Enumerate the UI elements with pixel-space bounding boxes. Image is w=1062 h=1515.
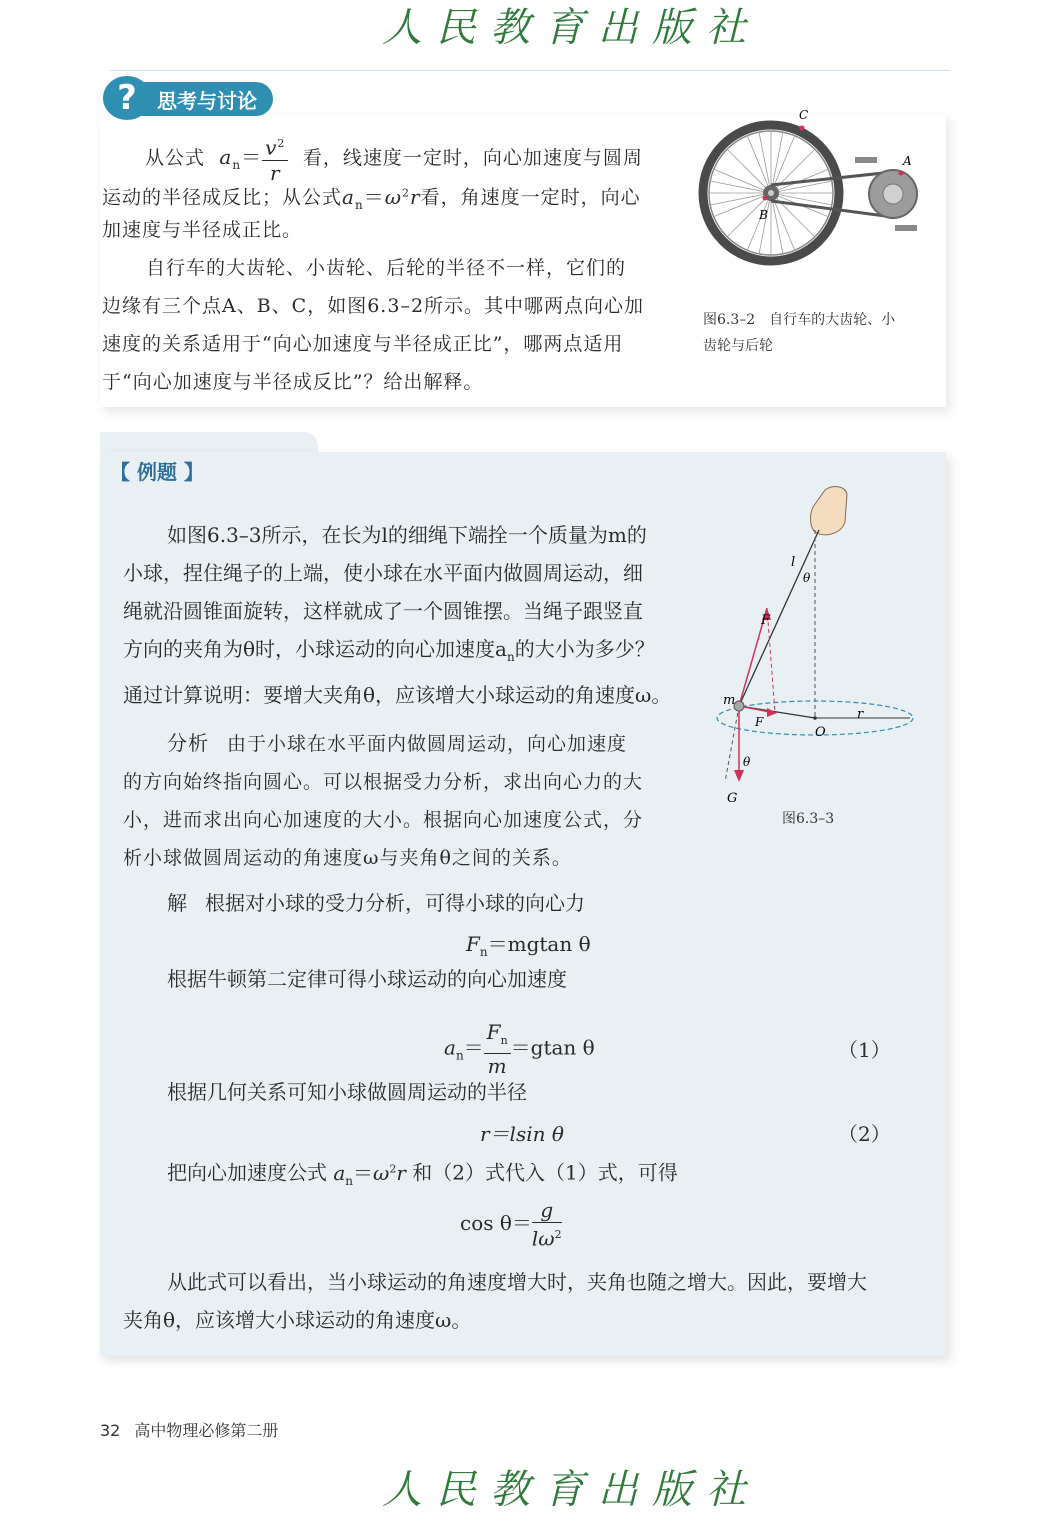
equation-1-tag: （1）: [838, 1038, 891, 1062]
label-c: C: [799, 108, 809, 122]
label-theta-top: θ: [803, 571, 811, 585]
equation-2: r＝lsin θ: [480, 1122, 564, 1146]
eq-fn-rhs: ＝mgtan θ: [487, 932, 591, 956]
problem-line-1: 如图6.3–3所示，在长为l的细绳下端拴一个质量为m的: [167, 523, 647, 547]
analysis-line-1: [123, 724, 688, 763]
force-g-arrowhead: [734, 770, 744, 782]
analysis-title: 分析: [167, 731, 209, 755]
question-icon: ?: [103, 76, 151, 120]
p1-text-b: 看，线速度一定时，向心加速度与圆周: [302, 146, 643, 169]
equation-1: $a_n=$ $\frac{F_n}{m}$ ＝gtan θ: [444, 1020, 595, 1078]
page-number: 32: [100, 1421, 121, 1440]
pedal-top: [855, 157, 877, 163]
eq1-rhs: ＝gtan θ: [510, 1035, 595, 1060]
think-discuss-tag: [103, 76, 273, 122]
equation-fn: $F_n=mgtan$ θ: [466, 932, 591, 959]
tag-label: 思考与讨论: [157, 89, 257, 113]
eq3-lhs: cos θ＝: [460, 1210, 532, 1235]
eq-fn-lhs: F: [466, 932, 480, 956]
label-theta-bottom: θ: [743, 755, 751, 769]
force-fn-arrowhead: [767, 708, 777, 717]
problem-line-5: 通过计算说明：要增大夹角θ，应该增大小球运动的角速度ω。: [123, 683, 672, 707]
conical-pendulum-figure: [705, 482, 925, 812]
figure-6-3-3-caption: 图6.3–3: [782, 811, 835, 827]
analysis-paragraph: [123, 724, 688, 877]
solution-title: 解: [167, 891, 187, 915]
string-line: [739, 530, 819, 706]
caption-line-2: 齿轮与后轮: [703, 338, 773, 354]
problem-line-3: 绳就沿圆锥面旋转，这样就成了一个圆锥摆。当绳子跟竖直: [123, 599, 643, 623]
example-tab: [100, 432, 318, 454]
label-m: m: [723, 693, 736, 708]
think-paragraph-1-line3: 加速度与半径成正比。: [102, 219, 303, 241]
geometry-text: 根据几何关系可知小球做圆周运动的半径: [167, 1080, 527, 1104]
book-title: 高中物理必修第二册: [134, 1421, 279, 1440]
p1-line2-text: 运动的半径成反比；从公式: [102, 186, 343, 209]
publisher-footer: 人民教育出版社: [382, 1467, 760, 1513]
example-problem: [123, 516, 693, 714]
pedal-bottom: [895, 225, 917, 231]
p1-text-a: 从公式: [145, 146, 206, 169]
point-b-dot: [763, 196, 768, 201]
formula-an-omega2r-2: $a_n=\omega^2r$: [333, 1160, 406, 1188]
caption-line-1: 图6.3–2 自行车的大齿轮、小: [703, 312, 896, 328]
p2-line-4: 于“向心加速度与半径成反比”？给出解释。: [102, 371, 484, 393]
label-fn: F: [755, 715, 764, 729]
conclusion-line-2: 夹角θ，应该增大小球运动的角速度ω。: [123, 1308, 472, 1332]
label-b: B: [759, 208, 768, 222]
p2-line-1: 自行车的大齿轮、小齿轮、后轮的半径不一样，它们的: [146, 257, 627, 279]
publisher-header: 人民教育出版社: [382, 5, 760, 51]
label-r: r: [857, 707, 864, 722]
example-label: 【 例题 】: [110, 460, 204, 484]
problem-line-4-tail: 的大小为多少？: [514, 637, 655, 661]
formula-an-v2-r: $a_n=$ $\frac{v^2}{r}$: [212, 145, 296, 169]
problem-line-4: 方向的夹角为θ时，小球运动的向心加速度$a_n$的大小为多少？: [123, 637, 655, 664]
solution-intro: [167, 884, 585, 922]
analysis-line-2: 的方向始终指向圆心。可以根据受力分析，求出向心力的大: [123, 771, 644, 793]
label-a: A: [903, 154, 912, 168]
equation-2-tag: （2）: [838, 1122, 891, 1146]
page-footer: [100, 1418, 278, 1441]
substitute-text: [167, 1150, 678, 1200]
substitute-b: 和（2）式代入（1）式，可得: [412, 1160, 678, 1185]
problem-line-2: 小球，捏住绳子的上端，使小球在水平面内做圆周运动，细: [123, 561, 643, 585]
newton-text: 根据牛顿第二定律可得小球运动的向心加速度: [167, 967, 567, 991]
large-gear-center: [883, 184, 903, 204]
conclusion: [123, 1263, 943, 1339]
header-divider: [110, 70, 950, 71]
center-o-dot: [813, 716, 817, 720]
substitute-a: 把向心加速度公式: [167, 1160, 327, 1185]
solution-intro-text: 根据对小球的受力分析，可得小球的向心力: [205, 891, 585, 915]
p2-line-2: 边缘有三个点A、B、C，如图6.3–2所示。其中哪两点向心加: [102, 295, 645, 317]
analysis-line-4: 析小球做圆周运动的角速度ω与夹角θ之间的关系。: [123, 847, 572, 869]
label-o: O: [815, 725, 826, 740]
label-l: l: [791, 555, 796, 570]
think-paragraph-2: [102, 249, 692, 401]
point-a-dot: [899, 171, 904, 176]
ball-icon: [734, 701, 744, 711]
problem-line-4-head: 方向的夹角为θ时，小球运动的向心加速度a: [123, 637, 507, 661]
formula-an-omega2r: $a_n=\omega^2r$: [342, 184, 421, 212]
equation-3: cos θ＝ $\frac{g}{l\omega^2}$: [460, 1198, 562, 1251]
point-c-dot: [800, 126, 805, 131]
conclusion-line-1: 从此式可以看出，当小球运动的角速度增大时，夹角也随之增大。因此，要增大: [167, 1270, 867, 1294]
hub: [768, 190, 774, 196]
analysis-line-3: 小，进而求出向心加速度的大小。根据向心加速度公式，分: [123, 809, 644, 831]
p2-line-3: 速度的关系适用于“向心加速度与半径成正比”，哪两点适用: [102, 333, 624, 355]
label-f: F: [761, 613, 771, 628]
p1-line2b-text: 看，角速度一定时，向心: [420, 186, 641, 209]
label-g: G: [727, 791, 738, 806]
hand-icon: [811, 487, 848, 535]
figure-6-3-2-caption: [703, 307, 933, 359]
analysis-text-1: 由于小球在水平面内做圆周运动，向心加速度: [227, 733, 628, 755]
bicycle-gear-figure: [695, 105, 925, 270]
